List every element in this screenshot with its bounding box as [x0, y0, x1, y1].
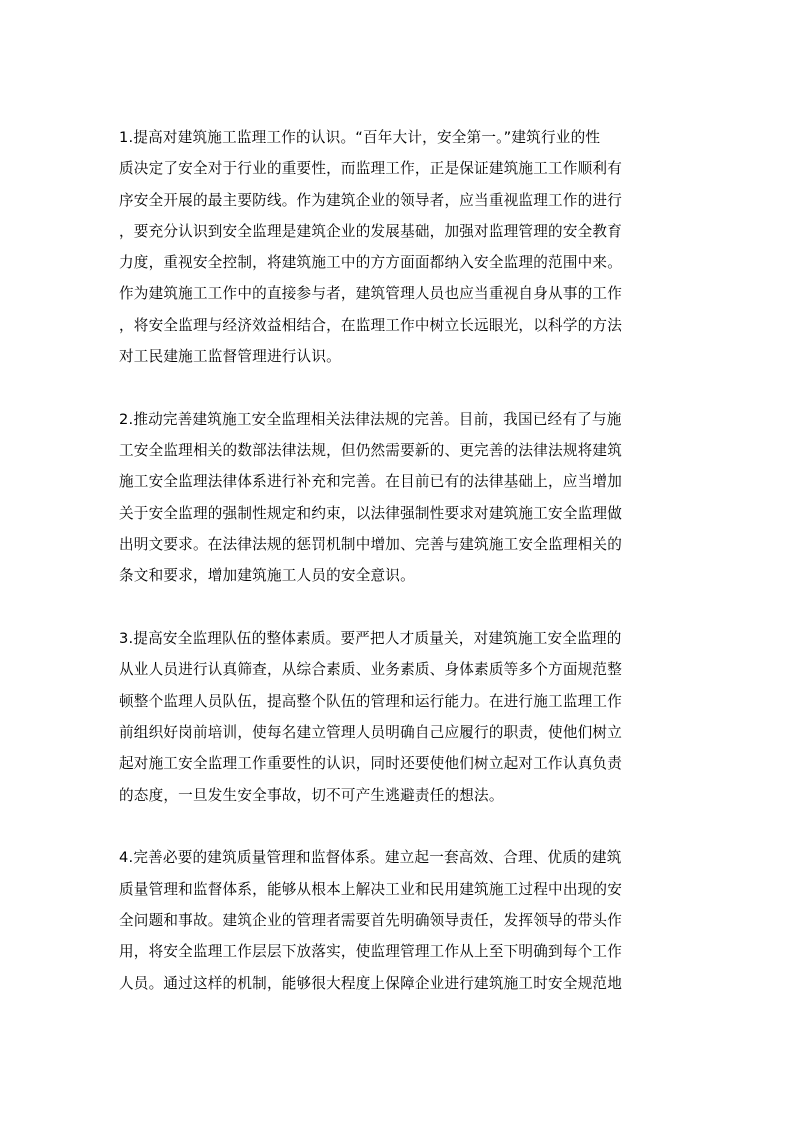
- text-line: 用，将安全监理工作层层下放落实，使监理管理工作从上至下明确到每个工作: [119, 943, 622, 961]
- text-line: 对工民建施工监督管理进行认识。: [119, 348, 341, 366]
- paragraph-4: [119, 842, 679, 998]
- paragraph-3: [119, 623, 679, 811]
- text-line: 起对施工安全监理工作重要性的认识，同时还要使他们树立起对工作认真负责: [119, 755, 622, 773]
- text-line: 条文和要求，增加建筑施工人员的安全意识。: [119, 567, 415, 585]
- paragraph-1: [119, 122, 679, 372]
- text-line: 全问题和事故。建筑企业的管理者需要首先明确领导责任，发挥领导的带头作: [119, 912, 622, 930]
- text-line: 前组织好岗前培训，使每名建立管理人员明确自己应履行的职责，使他们树立: [119, 724, 622, 742]
- text-line: 2.推动完善建筑施工安全监理相关法律法规的完善。目前，我国已经有了与施: [119, 410, 622, 428]
- text-line: 施工安全监理法律体系进行补充和完善。在目前已有的法律基础上，应当增加: [119, 473, 622, 491]
- text-line: 出明文要求。在法律法规的惩罚机制中增加、完善与建筑施工安全监理相关的: [119, 536, 622, 554]
- paragraph-2: [119, 404, 679, 592]
- document-body: [119, 122, 679, 999]
- text-line: 序安全开展的最主要防线。作为建筑企业的领导者，应当重视监理工作的进行: [119, 191, 622, 209]
- text-line: ，要充分认识到安全监理是建筑企业的发展基础，加强对监理管理的安全教育: [119, 222, 622, 240]
- text-line: 关于安全监理的强制性规定和约束，以法律强制性要求对建筑施工安全监理做: [119, 504, 622, 522]
- text-line: 质量管理和监督体系，能够从根本上解决工业和民用建筑施工过程中出现的安: [119, 880, 622, 898]
- text-line: 的态度，一旦发生安全事故，切不可产生逃避责任的想法。: [119, 786, 504, 804]
- text-line: 作为建筑施工工作中的直接参与者，建筑管理人员也应当重视自身从事的工作: [119, 285, 622, 303]
- text-line: 力度，重视安全控制，将建筑施工中的方方面面都纳入安全监理的范围中来。: [119, 254, 622, 272]
- text-line: 人员。通过这样的机制，能够很大程度上保障企业进行建筑施工时安全规范地: [119, 974, 622, 992]
- text-line: 质决定了安全对于行业的重要性，而监理工作，正是保证建筑施工工作顺利有: [119, 160, 622, 178]
- text-line: 3.提高安全监理队伍的整体素质。要严把人才质量关，对建筑施工安全监理的: [119, 630, 622, 648]
- text-line: 工安全监理相关的数部法律法规，但仍然需要新的、更完善的法律法规将建筑: [119, 442, 622, 460]
- text-line: 顿整个监理人员队伍，提高整个队伍的管理和运行能力。在进行施工监理工作: [119, 692, 622, 710]
- text-line: 4.完善必要的建筑质量管理和监督体系。建立起一套高效、合理、优质的建筑: [119, 849, 622, 867]
- text-line: 从业人员进行认真筛查，从综合素质、业务素质、身体素质等多个方面规范整: [119, 661, 622, 679]
- text-line: 1.提高对建筑施工监理工作的认识。“百年大计，安全第一。”建筑行业的性: [119, 129, 601, 146]
- text-line: ，将安全监理与经济效益相结合，在监理工作中树立长远眼光，以科学的方法: [119, 316, 622, 334]
